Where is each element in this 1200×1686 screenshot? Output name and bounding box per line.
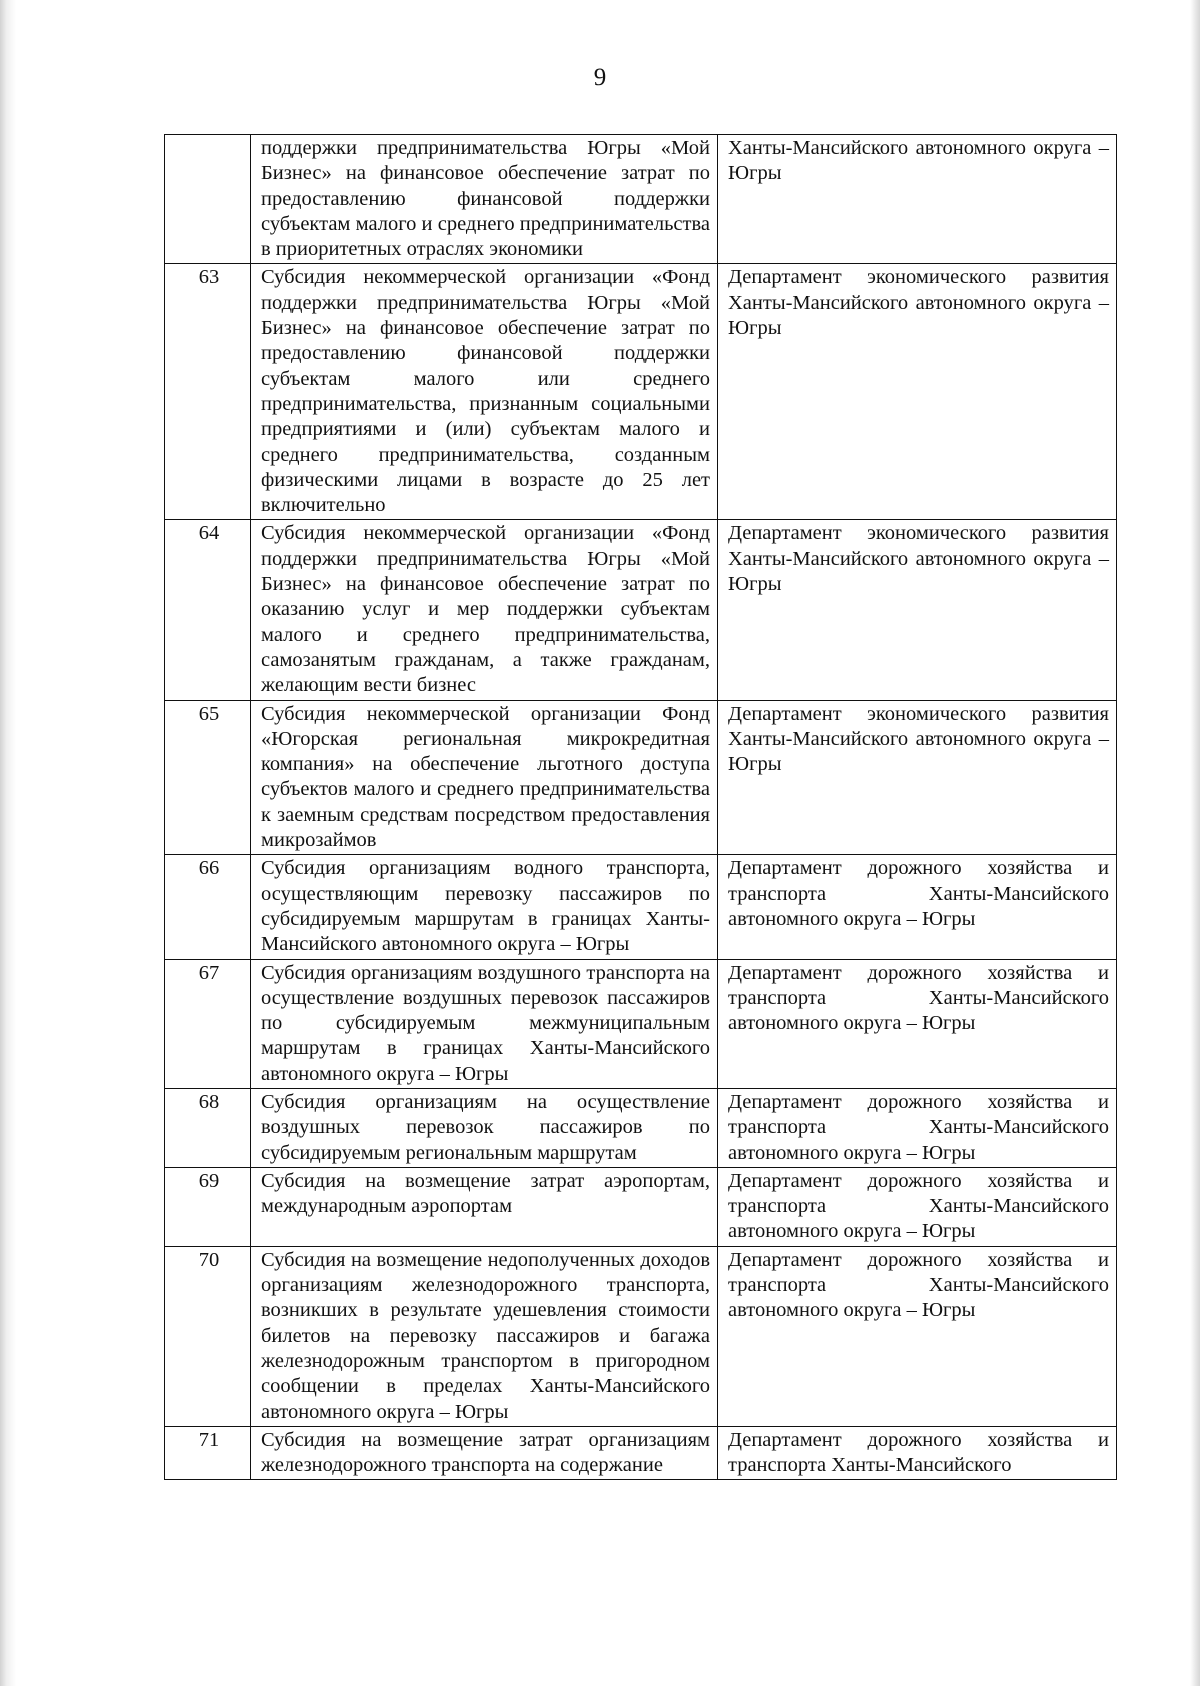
- row-number: 64: [165, 520, 251, 700]
- row-number: 63: [165, 264, 251, 520]
- subsidy-description: Субсидия организациям водного транспорта, осуществляющим перевозку пассажиров по субсидируемым маршрутам в границах Ханты-Мансийского автономного округа – Югры: [251, 855, 718, 959]
- responsible-department: Департамент дорожного хозяйства и транспорта Ханты-Мансийского автономного округа – Югры: [718, 855, 1117, 959]
- scan-edge-right: [1190, 0, 1200, 1686]
- responsible-department: Департамент дорожного хозяйства и транспорта Ханты-Мансийского автономного округа – Югры: [718, 959, 1117, 1088]
- table-row: [165, 1246, 1117, 1426]
- row-number: 69: [165, 1167, 251, 1246]
- table-row: [165, 1426, 1117, 1480]
- subsidy-description: Субсидия на возмещение затрат аэропортам, международным аэропортам: [251, 1167, 718, 1246]
- responsible-department: Департамент экономического развития Ханты-Мансийского автономного округа – Югры: [718, 700, 1117, 855]
- responsible-department: Департамент дорожного хозяйства и транспорта Ханты-Мансийского автономного округа – Югры: [718, 1088, 1117, 1167]
- row-number: 71: [165, 1426, 251, 1480]
- table-row: [165, 264, 1117, 520]
- row-number: 67: [165, 959, 251, 1088]
- table-row: [165, 700, 1117, 855]
- subsidy-description: Субсидия некоммерческой организации «Фонд поддержки предпринимательства Югры «Мой Бизнес» на финансовое обеспечение затрат по оказанию услуг и мер поддержки субъектам малого и среднего предпринимательства, самозанятым гражданам, а также гражданам, желающим вести бизнес: [251, 520, 718, 700]
- subsidies-table-body: [165, 135, 1117, 1480]
- responsible-department: Департамент дорожного хозяйства и транспорта Ханты-Мансийского автономного округа – Югры: [718, 1246, 1117, 1426]
- row-number: 68: [165, 1088, 251, 1167]
- subsidy-description: Субсидия на возмещение недополученных доходов организациям железнодорожного транспорта, возникших в результате удешевления стоимости билетов на перевозку пассажиров и багажа железнодорожным транспортом в пригородном сообщении в пределах Ханты-Мансийского автономного округа – Югры: [251, 1246, 718, 1426]
- responsible-department: Ханты-Мансийского автономного округа – Югры: [718, 135, 1117, 264]
- responsible-department: Департамент экономического развития Ханты-Мансийского автономного округа – Югры: [718, 264, 1117, 520]
- table-row: [165, 959, 1117, 1088]
- subsidy-description: Субсидия организациям воздушного транспорта на осуществление воздушных перевозок пассажиров по субсидируемым межмуниципальным маршрутам в границах Ханты-Мансийского автономного округа – Югры: [251, 959, 718, 1088]
- table-row: [165, 1088, 1117, 1167]
- row-number: 65: [165, 700, 251, 855]
- responsible-department: Департамент дорожного хозяйства и транспорта Ханты-Мансийского: [718, 1426, 1117, 1480]
- subsidy-description: Субсидия организациям на осуществление воздушных перевозок пассажиров по субсидируемым региональным маршрутам: [251, 1088, 718, 1167]
- row-number: [165, 135, 251, 264]
- scan-edge-left: [0, 0, 16, 1686]
- subsidies-table: [164, 134, 1117, 1480]
- subsidy-description: Субсидия некоммерческой организации Фонд «Югорская региональная микрокредитная компания» на обеспечение льготного доступа субъектов малого и среднего предпринимательства к заемным средствам посредством предоставления микрозаймов: [251, 700, 718, 855]
- subsidy-description: Субсидия некоммерческой организации «Фонд поддержки предпринимательства Югры «Мой Бизнес» на финансовое обеспечение затрат по предоставлению финансовой поддержки субъектам малого или среднего предпринимательства, признанным социальными предприятиями и (или) субъектам малого и среднего предпринимательства, созданным физическими лицами в возрасте до 25 лет включительно: [251, 264, 718, 520]
- subsidy-description: Субсидия на возмещение затрат организациям железнодорожного транспорта на содержание: [251, 1426, 718, 1480]
- table-row: [165, 135, 1117, 264]
- table-row: [165, 520, 1117, 700]
- responsible-department: Департамент дорожного хозяйства и транспорта Ханты-Мансийского автономного округа – Югры: [718, 1167, 1117, 1246]
- row-number: 70: [165, 1246, 251, 1426]
- responsible-department: Департамент экономического развития Ханты-Мансийского автономного округа – Югры: [718, 520, 1117, 700]
- row-number: 66: [165, 855, 251, 959]
- page-number: 9: [593, 64, 607, 91]
- table-row: [165, 855, 1117, 959]
- subsidy-description: поддержки предпринимательства Югры «Мой Бизнес» на финансовое обеспечение затрат по предоставлению финансовой поддержки субъектам малого и среднего предпринимательства в приоритетных отраслях экономики: [251, 135, 718, 264]
- table-row: [165, 1167, 1117, 1246]
